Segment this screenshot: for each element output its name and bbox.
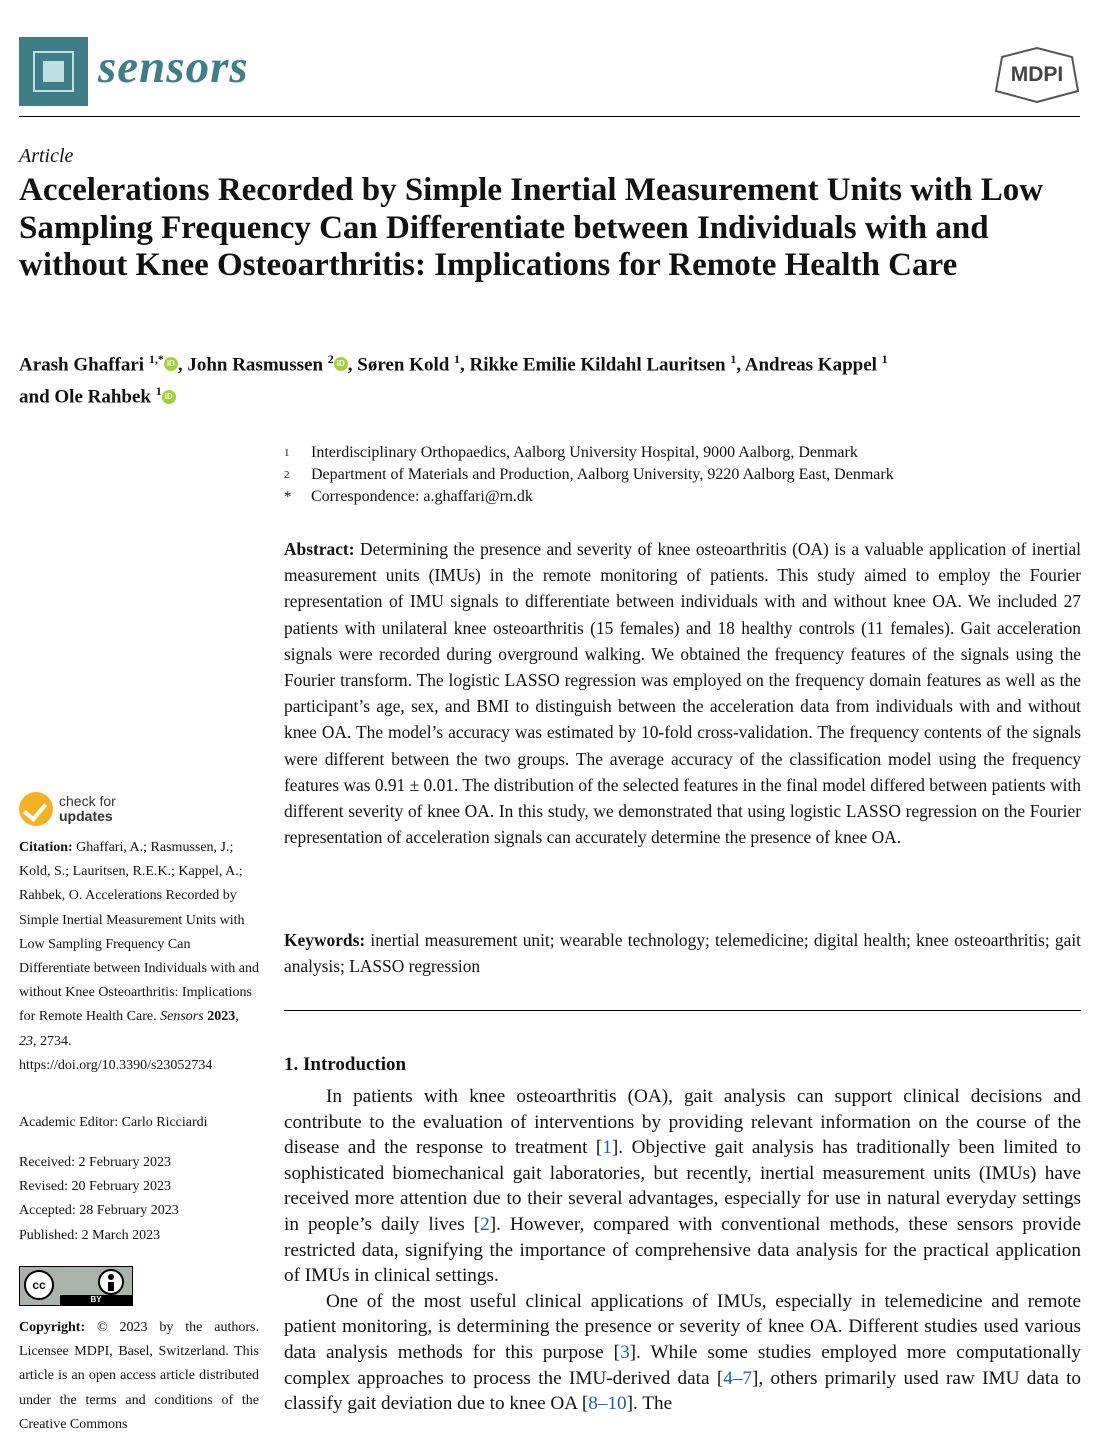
- journal-name: sensors: [98, 41, 249, 93]
- author-list: Arash Ghaffari $^{1,*}$ iD , John Rasmussen $^2$ iD , Søren Kold $^1$, Rikke Emilie Kildahl Lauritsen $^1$, Andreas Kappel $^1$ and Ole Rahbek $^1$ iD: [19, 352, 888, 408]
- author-name: and Ole Rahbek: [19, 386, 156, 408]
- citation-label: Citation:: [19, 840, 73, 855]
- keywords-label: Keywords:: [284, 930, 366, 950]
- cc-icon: cc: [24, 1270, 54, 1300]
- author-name: Søren Kold: [357, 354, 455, 376]
- author-affiliation-mark: 1: [155, 384, 162, 399]
- citation-doi-link[interactable]: , 2734. https://doi.org/10.3390/s23052734: [19, 1033, 213, 1073]
- author-affiliation-mark: 1,*: [148, 352, 164, 366]
- sensor-chip-icon: [33, 51, 74, 92]
- citation-journal: Sensors: [160, 1009, 204, 1025]
- date-item: Revised: 20 February 2023: [19, 1179, 172, 1195]
- date-item: Received: 2 February 2023: [19, 1155, 172, 1170]
- cc-by-license-badge[interactable]: [19, 1266, 133, 1306]
- affiliations: [284, 442, 1084, 508]
- reference-link[interactable]: 4–7: [723, 1367, 753, 1389]
- author-affiliation-mark: 1: [881, 352, 888, 366]
- affiliation-item: [284, 486, 1084, 508]
- author-name: Rikke Emilie Kildahl Lauritsen: [469, 354, 731, 376]
- affiliation-mark: *: [284, 489, 292, 505]
- keywords-text: inertial measurement unit; wearable technology; telemedicine; digital health; knee osteoarthritis; gait analysis; LASSO regression: [284, 930, 1081, 977]
- affiliation-text: Interdisciplinary Orthopaedics, Aalborg University Hospital, 9000 Aalborg, Denmark: [311, 444, 858, 461]
- reference-link[interactable]: 8–10: [588, 1393, 627, 1415]
- orcid-icon[interactable]: iD: [334, 357, 348, 371]
- abstract-text: Determining the presence and severity of knee osteoarthritis (OA) is a valuable application of inertial measurement units (IMUs) in the remote monitoring of patients. This study aimed to employ the Fourier representation of IMU signals to differentiate between individuals with and without knee OA. We included 27 patients with unilateral knee osteoarthritis (15 females) and 18 healthy controls (11 females). Gait acceleration signals were recorded during overground walking. We obtained the frequency features of the signals using the Fourier transform. The logistic LASSO regression was employed on the frequency domain features as well as the participant’s age, sex, and BMI to distinguish between the acceleration data from individuals with and without knee OA. The model’s accuracy was estimated by 10-fold cross-validation. The frequency contents of the signals were different between the two groups. The average accuracy of the classification model using the frequency features was 0.91 ± 0.01. The distribution of the selected features in the final model differed between patients with different severity of knee OA. In this study, we demonstrated that using logistic LASSO regression on the Fourier representation of acceleration signals can accurately determine the presence of knee OA.: [284, 539, 1081, 848]
- reference-link[interactable]: 1: [602, 1137, 612, 1159]
- academic-editor: Academic Editor: Carlo Ricciardi: [19, 1115, 208, 1130]
- citation-year: 2023: [207, 1009, 236, 1025]
- by-label: BY: [60, 1295, 132, 1305]
- affiliation-item: [284, 442, 1084, 464]
- date-item: Accepted: 28 February 2023: [19, 1203, 179, 1219]
- publisher-logo: [994, 47, 1080, 103]
- check-for-updates-button[interactable]: [19, 792, 159, 832]
- check-updates-line1: check for: [59, 793, 116, 809]
- affiliation-text: Correspondence: a.ghaffari@rn.dk: [311, 488, 533, 505]
- orcid-icon[interactable]: iD: [164, 357, 178, 371]
- date-item: Published: 2 March 2023: [19, 1227, 161, 1243]
- copyright-label: Copyright:: [19, 1320, 86, 1335]
- abstract-label: Abstract:: [284, 539, 355, 559]
- citation-block: Citation: Ghaffari, A.; Rasmussen, J.; Kold, S.; Lauritsen, R.E.K.; Kappel, A.; Rahbek, O. Accelerations Recorded by Simple Inertial Measurement Units with Low Sampling Frequency Can Differentiate between Individuals with and without Knee Osteoarthritis: Implications for Remote Health Care. Sensors 2023, 23, 2734. https://doi.org/10.3390/s23052734: [19, 840, 259, 1073]
- author-name: Andreas Kappel: [744, 354, 882, 376]
- section-body: [284, 1084, 1081, 1417]
- author-affiliation-mark: 1: [454, 352, 461, 366]
- citation-text: Ghaffari, A.; Rasmussen, J.; Kold, S.; Lauritsen, R.E.K.; Kappel, A.; Rahbek, O. Accelerations Recorded by Simple Inertial Measurement Units with Low Sampling Frequency Can Differentiate between Individuals with and without Knee Osteoarthritis: Implications for Remote Health Care.: [19, 840, 259, 1025]
- copyright-block: [19, 1316, 259, 1437]
- publication-dates: [19, 1151, 259, 1248]
- keywords: [284, 927, 1081, 979]
- affiliation-mark: 2: [284, 469, 290, 481]
- affiliation-item: [284, 464, 1084, 486]
- check-updates-line2: updates: [59, 808, 113, 824]
- author-name: Arash Ghaffari: [19, 354, 149, 376]
- section-heading: 1. Introduction: [284, 1054, 407, 1075]
- section-rule: [284, 1010, 1081, 1011]
- body-paragraph: In patients with knee osteoarthritis (OA), gait analysis can support clinical decisions and contribute to the evaluation of interventions by providing relevant information on the course of the disease and the response to treatment [1]. Objective gait analysis has traditionally been limited to sophisticated biomechanical gait laboratories, but recently, inertial measurement units (IMUs) have received more attention due to their several advantages, especially for use in natural everyday settings in people’s daily lives [2]. However, compared with conventional methods, these sensors provide restricted data, signifying the importance of comprehensive data analysis for the practical application of IMUs in clinical settings.: [284, 1086, 1081, 1287]
- orcid-icon[interactable]: iD: [162, 390, 176, 404]
- checkmark-icon: [19, 792, 53, 826]
- publisher-name: MDPI: [1010, 63, 1064, 86]
- reference-link[interactable]: 3: [620, 1341, 630, 1363]
- header-rule: [19, 116, 1080, 117]
- copyright-text: © 2023 by the authors. Licensee MDPI, Basel, Switzerland. This article is an open access article distributed under the terms and conditions of the Creative Commons: [19, 1320, 259, 1432]
- journal-logo: [19, 37, 88, 106]
- author-affiliation-mark: 1: [730, 352, 737, 366]
- author-affiliation-mark: 2: [327, 352, 334, 366]
- body-paragraph: One of the most useful clinical applications of IMUs, especially in telemedicine and remote patient monitoring, is determining the presence or severity of knee OA. Different studies used various data analysis methods for this purpose [3]. While some studies employed more computationally complex approaches to process the IMU-derived data [4–7], others primarily used raw IMU data to classify gait deviation due to knee OA [8–10]. The: [284, 1290, 1081, 1415]
- affiliation-text: Department of Materials and Production, Aalborg University, 9220 Aalborg East, Denmark: [311, 466, 894, 483]
- author-name: John Rasmussen: [187, 354, 328, 376]
- article-type: Article: [19, 145, 74, 167]
- affiliation-mark: 1: [284, 447, 290, 459]
- abstract: [284, 536, 1081, 850]
- citation-volume: 23: [19, 1033, 33, 1049]
- reference-link[interactable]: 2: [480, 1213, 490, 1235]
- person-icon: [98, 1269, 124, 1295]
- paper-title: Accelerations Recorded by Simple Inertial Measurement Units with Low Sampling Frequency Can Differentiate between Individuals with and without Knee Osteoarthritis: Implications for Remote Health Care: [19, 172, 1044, 283]
